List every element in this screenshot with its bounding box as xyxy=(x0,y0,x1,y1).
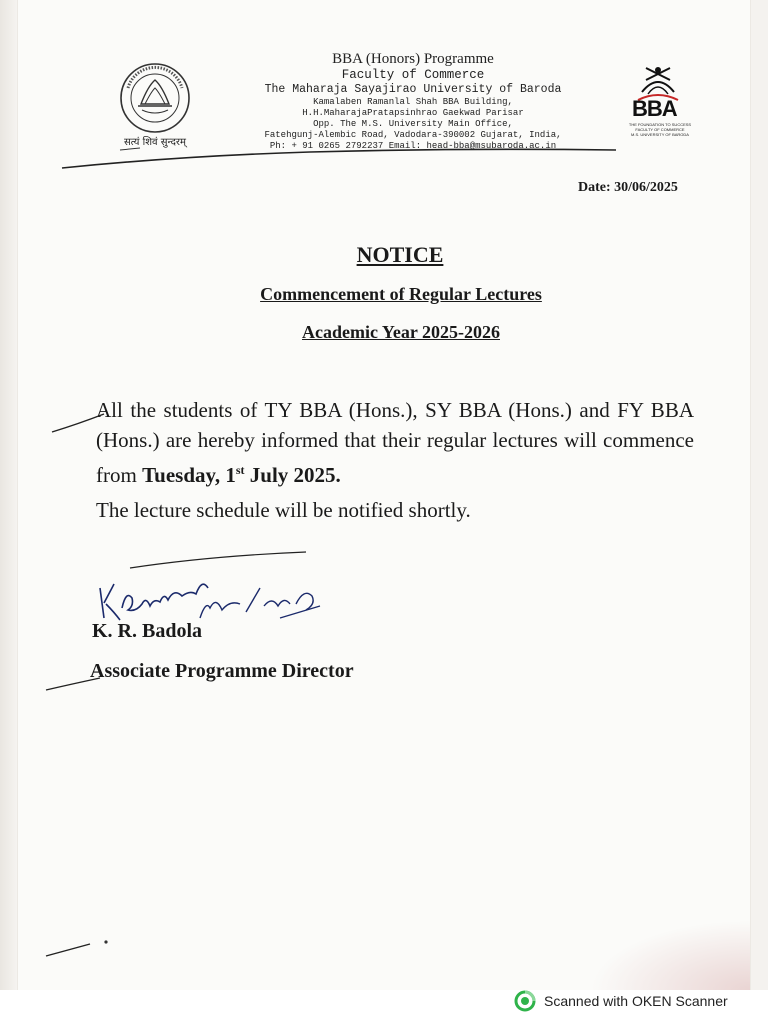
body-text: All the students of TY BBA (Hons.), SY BBA (Hons.) and FY BBA (Hons.) are hereby informed that their regular lectures will commence from xyxy=(96,398,694,487)
margin-pen-mark xyxy=(48,408,108,438)
stray-pen-mark xyxy=(44,936,114,960)
academic-year: Academic Year 2025-2026 xyxy=(302,322,500,342)
commencement-date: Tuesday, 1st July 2025. xyxy=(142,463,341,487)
notice-title: NOTICE xyxy=(356,242,444,267)
university-name: The Maharaja Sayajirao University of Baroda xyxy=(264,83,562,96)
paper-edge-shadow xyxy=(0,0,18,990)
email-label: Email: xyxy=(388,141,422,151)
letterhead xyxy=(230,50,596,152)
scanner-label: Scanned with OKEN Scanner xyxy=(544,993,728,1009)
faculty-name: Faculty of Commerce xyxy=(341,68,485,82)
phone-number: Ph: + 91 0265 2792237 xyxy=(269,141,384,151)
paper-corner-stain xyxy=(590,920,750,990)
address-line-4: Fatehgunj-Alembic Road, Vadodara-390002 Gujarat, India, xyxy=(264,130,562,140)
scanner-watermark xyxy=(514,990,728,1012)
notice-body-paragraph xyxy=(96,395,694,490)
address-line-3: Opp. The M.S. University Main Office, xyxy=(313,119,513,129)
bba-mark: BBA xyxy=(632,96,677,121)
address-line-1: Kamalaben Ramanlal Shah BBA Building, xyxy=(313,97,513,107)
msu-motto: सत्यं शिवं सुन्दरम् xyxy=(124,137,186,148)
signatory-designation: Associate Programme Director xyxy=(90,660,354,682)
address-line-2: H.H.MaharajaPratapsinhrao Gaekwad Parisar xyxy=(302,108,524,118)
signatory-name: K. R. Badola xyxy=(92,620,203,642)
designation-pen-stroke xyxy=(44,674,104,694)
programme-title: BBA (Honors) Programme xyxy=(332,51,494,67)
notice-subject: Commencement of Regular Lectures xyxy=(260,284,542,304)
oken-scanner-icon xyxy=(514,990,536,1012)
schedule-note: The lecture schedule will be notified shortly. xyxy=(96,498,471,522)
bba-logo-icon xyxy=(628,62,692,146)
email-address[interactable]: head-bba@msubaroda.ac.in xyxy=(426,141,557,151)
header-divider-line xyxy=(60,138,620,172)
notice-date: Date: 30/06/2025 xyxy=(578,180,678,195)
bba-logo-caption: THE FOUNDATION TO SUCCESS FACULTY OF COMMERCE M.S. UNIVERSITY OF BARODA xyxy=(628,122,692,137)
